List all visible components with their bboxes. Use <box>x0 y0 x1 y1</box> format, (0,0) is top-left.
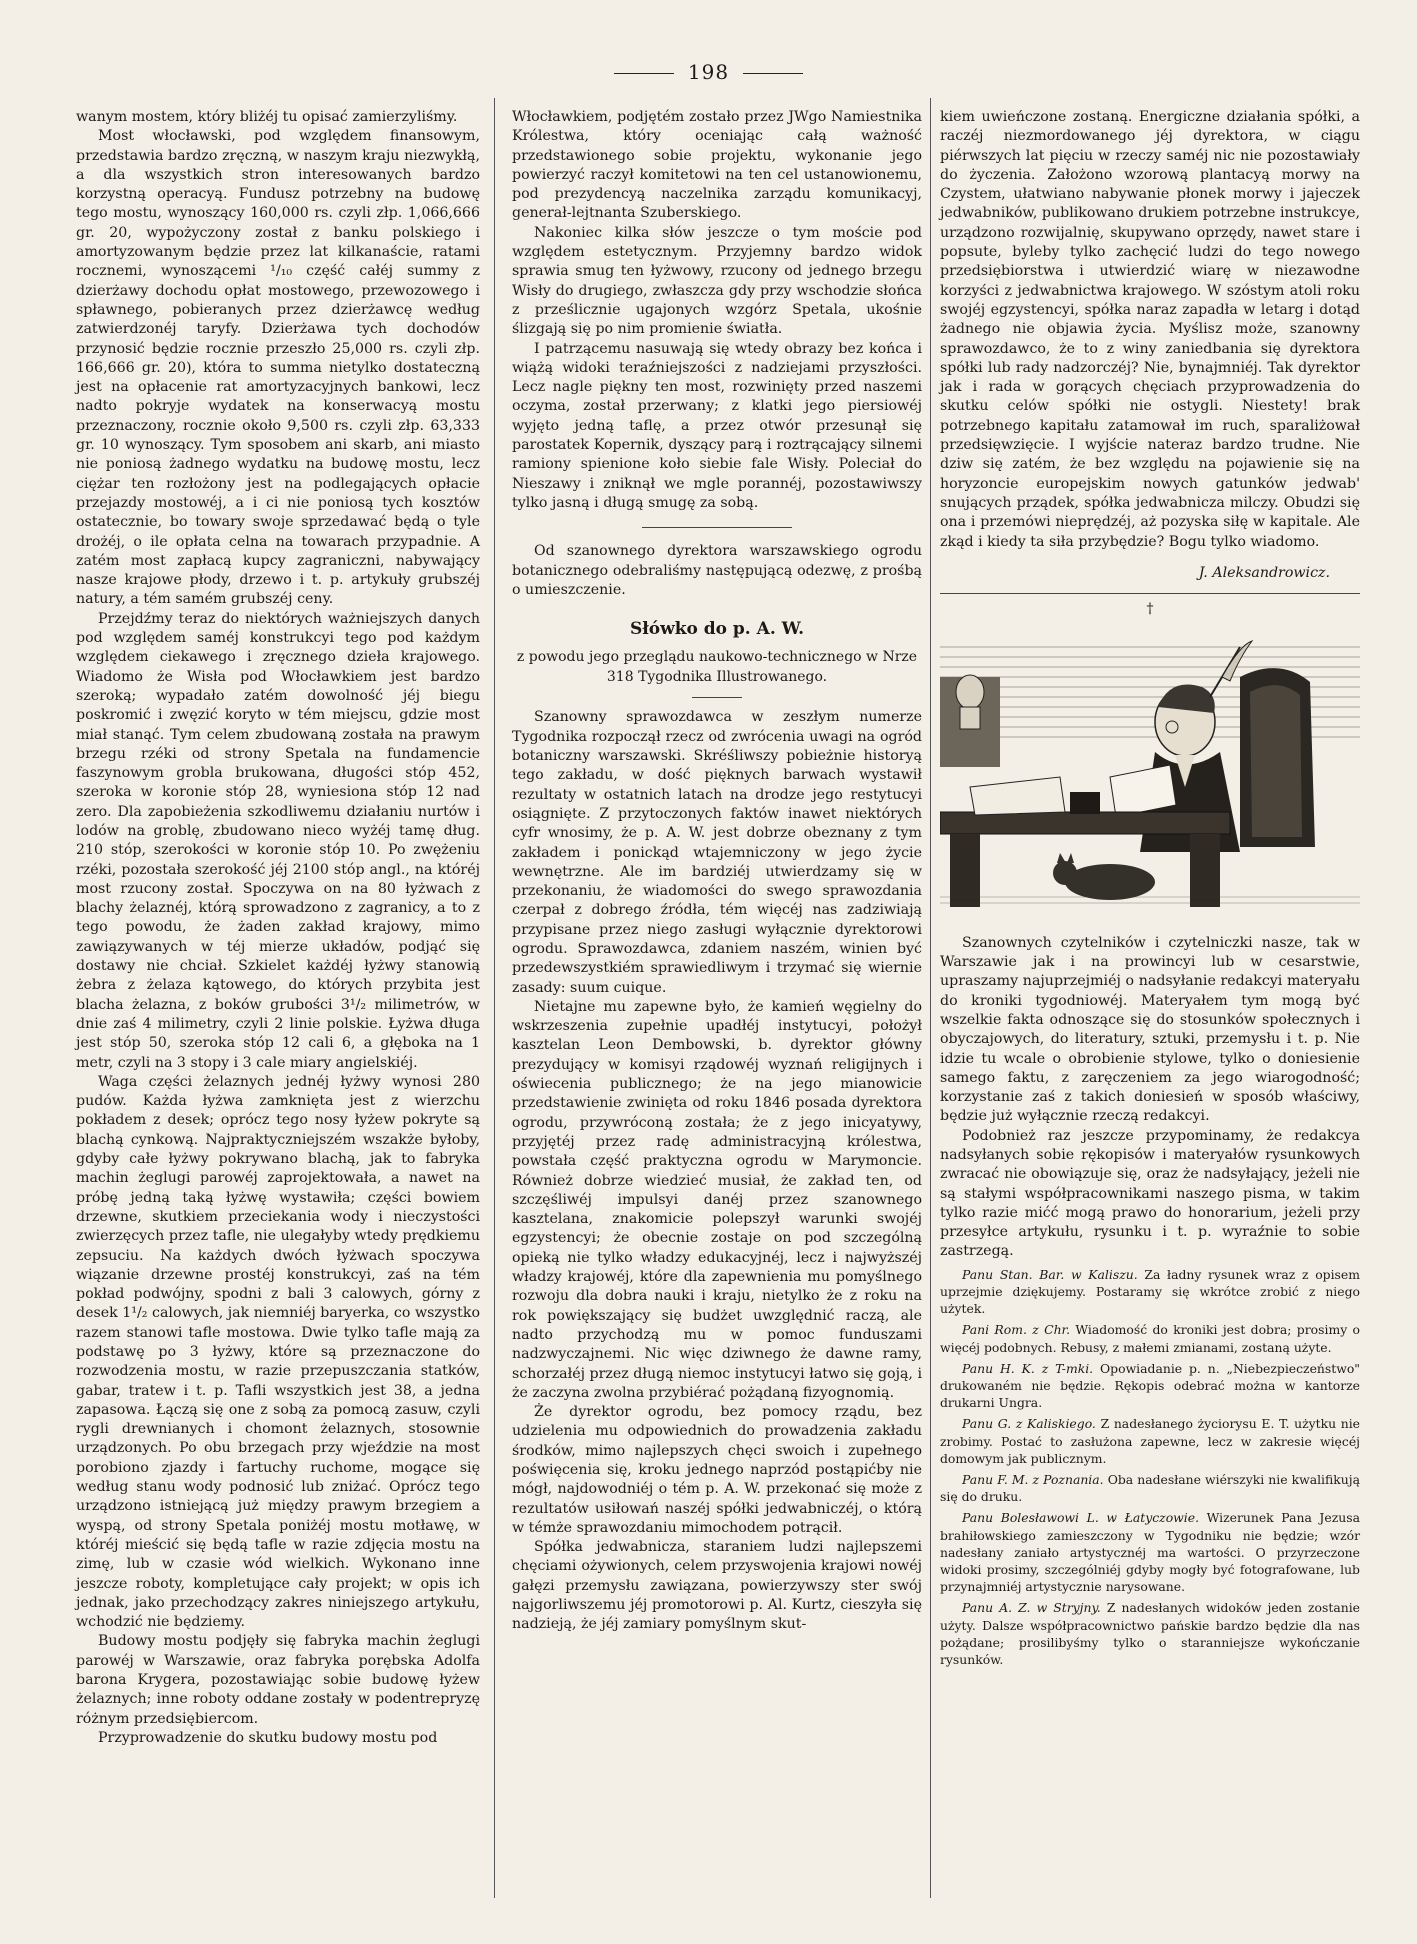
page-number: 198 <box>687 60 730 84</box>
note <box>940 1266 1360 1318</box>
page-folio <box>0 60 1417 84</box>
note-text: Wiadomość do kroniki jest dobra; prosimy o więcéj podobnych. Rebusy, z małemi zmianami, zostaną użyte. <box>940 1322 1360 1355</box>
paragraph: kiem uwieńczone zostaną. Energiczne działania spółki, a raczéj niezmordowanego jéj dyrektora, w ciągu piérwszych lat pięciu w rzeczy saméj nic nie pozostawiały do życzenia. Założono wzorową plantacyą morwy na Czystem, ułatwiano nabywanie płonek morwy i jajeczek jedwabników, publikowano drukiem potrzebne instrukcye, urządzono rozwijalnię, skupywano oprzędy, nawet stare i popsute, byleby tylko zachęcić ludzi do tego nowego przedsiębiorstwa i utwierdzić wiarę w niezawodne korzyści z jedwabnictwa krajowego. W szóstym atoli roku swojéj egzystencyi, spółka naraz zapadła w letarg i dotąd żadnego nie objawia życia. Myślisz może, szanowny sprawozdawco, że to z winy zaniedbania się dyrektora spółki lub rady nadzorczéj? Nie, bynajmniéj. Tak dyrektor jak i rada w gorących chęciach przyprowadzenia do skutku celów spółki nie ostygli. Niestety! brak potrzebnego kapitału zatamował im ruch, sparaliżował przedsięwzięcie. I wyjście nateraz bardzo trudne. Nie dziw się zatém, że bez względu na pojawienie się na horyzoncie europejskim nowych gatunków jedwab' snujących prządek, spółka jedwabnicza milczy. Obudzi się ona i przemówi nieprędzéj, aż pozyska siłę w kapitale. Ale zkąd i kiedy ta siła przybędzie? Bogu tylko wiadomo. <box>940 109 1360 550</box>
note-addressee: Panu Stan. Bar. w Kaliszu. <box>962 1266 1138 1282</box>
paragraph: Most włocławski, pod względem finansowym, przedstawia bardzo zręczną, w naszym kraju niezwykłą, a dla wszystkich stron interesowanych bardzo korzystną operacyą. Fundusz potrzebny na budowę tego mostu, wynoszący 160,000 rs. czyli złp. 1,066,666 gr. 20, wypożyczony został z banku polskiego i amortyzowanym będzie przez lat kilkanaście, ratami rocznemi, wynoszącemi ¹/₁₀ część całéj summy z dzierżawy dochodu opłat mostowego, przewozowego i spławnego, pobieranych przez dzierżawcę według zatwierdzonéj taryfy. Dzierżawa tych dochodów przynosić będzie rocznie przeszło 25,000 rs. czyli złp. 166,666 gr. 20), która to summa nietylko dostateczną jest na opłacenie rat amortyzacyjnych bankowi, lecz nadto pokryje wydatek na konserwacyą mostu przeznaczony, rocznie około 9,500 rs. czyli złp. 63,333 gr. 10 wynoszący. Tym sposobem ani skarb, ani miasto nie poniosą żadnego wydatku na budowę mostu, lecz ciężar ten rozłożony jest na podlegających opłacie przejazdy mostowéj, a i ci nie poniosą tych kosztów ostatecznie, bo towary swoje sprzedawać będą o tyle drożéj, o ile opłata celna na towarach przypadnie. A zatém most zapłacą kupcy zagraniczni, nabywający nasze krajowe płody, drzewo i t. p. artykuły grubszéj natury, a tém samém grubszéj ceny. <box>76 128 480 608</box>
paragraph: Waga części żelaznych jednéj łyżwy wynosi 280 pudów. Każda łyżwa zamknięta jest z wierzchu pokładem z desek; oprócz tego nosy łyżew pokryte są blachą cynkową. Najpraktyczniejszém wszakże byłoby, gdyby całe łyżwy pokrywano blachą, jak to fabryka machin żeglugi parowéj zaprojektowała, a nawet na próbę jedną taką łyżwę wystawiła; części bowiem drzewne, skutkiem przeciekania wody i nieczystości zwierzęcych przez tafle, nie ulegałyby wtedy prędkiemu zepsuciu. Na każdych dwóch łyżwach spoczywa wiązanie drzewne prostéj konstrukcyi, zaś na tém pokład podwójny, spodni z bali 3 calowych, górny z desek 1¹/₂ calowych, jak niemniéj baryerka, co wszystko razem stanowi tafle mostowa. Dwie tylko tafle mają za podstawę po 3 łyżwy, które są przeznaczone do rozwodzenia mostu, w razie przepuszczania statków, gabar, tratew i t. p. Tafli wszystkich jest 38, a jedna zapasowa. Łączą się one z sobą za pomocą zasuw, czyli rygli drewnianych i chomont żelaznych, stosownie urządzonych. Po obu brzegach przy wjeździe na most porobiono zjazdy i fartuchy ruchome, mogące się według stanu wody podnosić lub zniżać. Oprócz tego urządzono istniejącą już między prawym brzegiem a wyspą, od strony Spetala poniżéj mostu motławę, w któréj mieścić się będą tafle w razie zdjęcia mostu na zimę, lub w czasie wód wielkich. Wykonano inne jeszcze roboty, kompletujące cały projekt; w opis ich jednak, jako przechodzący zakres niniejszego artykułu, wchodzić nie będziemy. <box>76 1073 480 1631</box>
column-1 <box>76 108 480 1898</box>
article-title: Słówko do p. A. W. <box>629 619 805 640</box>
note-text: Za ładny rysunek wraz z opisem uprzejmie dziękujemy. Postaramy się wkrótce zrobić z niego użytek. <box>940 1266 1360 1317</box>
note <box>940 1471 1360 1505</box>
paragraph: Spółka jedwabnicza, staraniem ludzi najlepszemi chęciami ożywionych, celem przyswojenia krajowi nowéj gałęzi przemysłu zawiązana, powierzywszy ster swój najgorliwszemu jéj promotorowi p. Al. Kurtz, cieszyła się nadzieją, że jéj zamiary pomyślnym skut- <box>512 1539 922 1633</box>
note <box>940 1360 1360 1412</box>
note-addressee: Pani Rom. z Chr. <box>962 1322 1071 1338</box>
note-addressee: Panu F. M. z Poznania. <box>962 1472 1104 1487</box>
section-divider <box>940 593 1360 594</box>
note-text: Z nadesłanych widoków jeden zostanie użyty. Dalsze współpracownictwo pańskie bardzo będzie dla nas pożądane; prosilibyśmy tylko o staranniejsze wykończanie rysunków. <box>940 1600 1360 1668</box>
paragraph: Budowy mostu podjęły się fabryka machin żeglugi parowéj w Warszawie, oraz fabryka porębska Adolfa barona Krygera, pozostawiając sobie budowę łyżew żelaznych; inne roboty oddane zostały w podentrepryzę różnym przedsiębiercom. <box>76 1633 480 1727</box>
note <box>940 1599 1360 1668</box>
note-addressee: Panu H. K. z T-mki. <box>962 1360 1094 1376</box>
paragraph: wanym mostem, który bliżéj tu opisać zamierzyliśmy. <box>76 109 458 125</box>
column-3 <box>940 108 1360 1668</box>
folio-rule-left <box>614 73 674 74</box>
editor-intro: Od szanownego dyrektora warszawskiego ogrodu botanicznego odebraliśmy następującą odezwę, z prośbą o umieszczenie. <box>512 543 922 598</box>
editor-at-desk-illustration <box>940 637 1360 907</box>
column-rule <box>494 98 495 1898</box>
article-subtitle: z powodu jego przeglądu naukowo-technicznego w Nrze 318 Tygodnika Illustrowanego. <box>516 649 918 686</box>
section-divider <box>642 527 792 528</box>
note-text: Z nadesłanego życiorysu E. T. użytku nie zrobimy. Postać to zasłużona zapewne, lecz w zakresie więcéj domowym jak publicznym. <box>940 1416 1361 1466</box>
paragraph: Podobnież raz jeszcze przypominamy, że redakcya nadsyłanych sobie rękopisów i materyałów rysunkowych zwracać nie obowiązuje się, oraz że nadsyłający, jeżeli nie są stałymi współpracownikami naszego pisma, w takim tylko razie mićć mogą prawo do honorarium, jeżeli przy przesyłce artykułu, rysunku i t. p. wyraźnie to sobie zastrzegą. <box>940 1127 1360 1260</box>
dagger-mark: † <box>1146 601 1154 618</box>
folio-rule-right <box>743 73 803 74</box>
paragraph: Nakoniec kilka słów jeszcze o tym moście pod względem estetycznym. Przyjemny bardzo widok sprawia smug ten łyżwowy, rzucony od jednego brzegu Wisły do drugiego, zwłaszcza gdy przy wschodzie słońca z prześlicznie ugajonych wzgórz Spetala, ukośnie ślizgają się po nim promienie światła. <box>512 224 922 338</box>
note <box>940 1509 1360 1595</box>
note-text: Wizerunek Pana Jezusa brahiłowskiego zamieszczony w Tygodniku nie będzie; wzór nadesłany zaniało artystycznéj ma wartości. O przyrzeczone widoki prosimy, szczególniéj gdyby mogły być fotografowane, lub przynajmniéj artystycznie narysowane. <box>940 1510 1360 1595</box>
column-2 <box>512 108 922 1635</box>
note-addressee: Panu G. z Kaliskiego. <box>962 1416 1096 1432</box>
note <box>940 1321 1360 1355</box>
note-addressee: Panu A. Z. w Stryjny. <box>962 1600 1101 1616</box>
paragraph: Włocławkiem, podjętém zostało przez JWgo Namiestnika Królestwa, który oceniając całą ważność przedstawionego sobie projektu, wykonanie jego powierzyć raczył komitetowi na ten cel ustanowionemu, pod prezydencyą naczelnika zarządu komunikacyj, generał-lejtnanta Szuberskiego. <box>512 109 922 222</box>
note-text: Opowiadanie p. n. „Niebezpieczeństwo" drukowaném nie będzie. Rękopis odebrać można w kantorze drukarni Ungra. <box>940 1360 1360 1411</box>
short-divider <box>692 697 742 698</box>
paragraph: Że dyrektor ogrodu, bez pomocy rządu, bez udzielenia mu odpowiednich do prowadzenia zakładu środków, mimo najlepszych chęci swoich i zupełnego poświęcenia się, kroku jednego naprzód postąpićby nie mógł, najdowodniéj o tém p. A. W. przekonać się może z rezultatów usiłowań naszéj spółki jedwabniczéj, o którą w témże sprawozdaniu mimochodem potrącił. <box>512 1404 922 1536</box>
note-text: Oba nadesłane wiérszyki nie kwalifikują się do druku. <box>940 1472 1360 1505</box>
paragraph: Nietajne mu zapewne było, że kamień węgielny do wskrzeszenia zupełnie upadłéj instytucyi, położył kasztelan Leon Dembowski, b. dyrektor główny prezydujący w komisyi rządowéj wyznań religijnych i oświecenia publicznego; że na jego mianowicie przedstawienie zwinięta od roku 1846 posada dyrektora ogrodu, przywróconą została; że z jego inicyatywy, przyjętéj przez radę administracyjną królestwa, powstała część praktyczna ogrodu w Marymoncie. Również dobrze wiedzieć musiał, że zakład ten, od szczęśliwéj impulsyi danéj przez szanownego kasztelana, znakomicie polepszył warunki swojéj egzystencyi; że obecnie zostaje on pod szczególną opieką nie tylko władzy edukacyjnéj, lecz i najwyższéj władzy krajowéj, które dla zapewnienia mu pomyślnego rozwoju dla dobra nauki i kraju, nietylko że z roku na rok powiększający się budżet uwzględnić raczą, ale nadto przychodzą mu w pomoc funduszami nadzwyczajnemi. Nic więc dziwnego że dawne ramy, schorzałéj przez długą niemoc instytucyi łatwo się goją, i że zaczyna zwolna przybiérać pożądaną fizyognomią. <box>512 998 922 1401</box>
paragraph: Szanownych czytelników i czytelniczki nasze, tak w Warszawie jak i na prowincyi lub w cesarstwie, upraszamy najuprzejmiéj o nadsyłanie redakcyi materyału do kroniki tygodniowéj. Materyałem tym mogą być wszelkie fakta odnoszące się do stosunków społecznych i obyczajowych, do literatury, sztuki, przemysłu i t. p. Nie idzie tu wcale o obrobienie stylowe, tylko o doniesienie samego faktu, z zaręczeniem za jego wiarogodność; korzystanie zaś z takich doniesień w sposób właściwy, będzie już wyłącznie rzeczą redakcyi. <box>940 934 1360 1125</box>
column-rule <box>930 98 931 1898</box>
paragraph: Szanowny sprawozdawca w zeszłym numerze Tygodnika rozpoczął rzecz od zwrócenia uwagi na ogród botaniczny warszawski. Skréśliwszy pobieżnie historyą tego zakładu, w dość pięknych barwach wystawił rezultaty w ostatnich latach na drodze jego restytucyi osiągnięte. Z przytoczonych faktów inawet niektórych cyfr wnosimy, że p. A. W. jest dobrze obeznany z tym zakładem i ponickąd wtajemniczony w jego życie wewnętrzne. Ale im bardziéj utwierdzamy się w przekonaniu, że wiadomości do swego sprawozdania czerpał z dobrego źródła, tém więcéj nas zadziwiają przypisane przez niego zasługi wyłącznie dyrektorowi ogrodu. Sprawozdawca, zdaniem naszém, winien być przedewszystkiém sprawiedliwym i trzymać się wiernie zasady: suum cuique. <box>512 709 922 996</box>
paragraph: Przejdźmy teraz do niektórych ważniejszych danych pod względem saméj konstrukcyi tego pod każdym względem ciekawego i zręcznego dzieła krajowego. Wiadomo że Wisła pod Włocławkiem jest bardzo szeroką; wypadało zatém dowolność jéj biegu poskromić i zwęzić koryto w tém miejscu, gdzie most miał stanąć. Tym celem zbudowaną została na prawym brzegu rzéki od strony Spetala na fundamencie faszynowym grobla brukowana, długości stóp 452, szeroka w koronie stóp 28, wyniesiona stóp 12 nad zero. Dla zapobieżenia szkodliwemu działaniu nurtów i lodów na groblę, zbudowano nieco wyżéj tamę dług. 210 stóp, szerokości w koronie stóp 10. Po zwężeniu rzéki, pozostała szerokość jéj 2100 stóp angl., na któréj most rzucony został. Spoczywa on na 80 łyżwach z blachy żelaznéj, którą sprowadzono z zagranicy, a to z tego powodu, że żaden zakład krajowy, mimo zawiązywanych w téj mierze układów, podjąć się dostawy nie chciał. Szkielet każdéj łyżwy stanowią żebra z żelaza kątowego, do których przybita jest blacha żelazna, z boków grubości 3¹/₂ milimetrów, w dnie zaś 4 milimetry, czyli 2 linie polskie. Łyżwa długa jest stóp 50, szeroka stóp 12 cali 6, a głęboka na 1 metr, czyli na 3 stopy i 3 cale miary angielskiéj. <box>76 610 480 1071</box>
note-addressee: Panu Bolesławowi L. w Łatyczowie. <box>962 1510 1200 1526</box>
note <box>940 1415 1360 1467</box>
correspondence-notes <box>940 1266 1360 1668</box>
paragraph: Przyprowadzenie do skutku budowy mostu pod <box>98 1729 438 1746</box>
signature: J. Aleksandrowicz. <box>1198 564 1330 581</box>
paragraph: I patrzącemu nasuwają się wtedy obrazy bez końca i wiążą widoki teraźniejszości z nadziejami przyszłości. Lecz nagle piękny ten most, rozwinięty przed naszemi oczyma, został przerwany; z klatki jego piersiowéj wyjęto jedną taflę, a przez otwór przesunął się parostatek Kopernik, dyszący parą i roztrącający silnemi ramiony spienione koło siebie fale Wisły. Poleciał do Nieszawy i zniknął we mgle porannéj, pozostawiwszy tylko jasną i długą smugę za sobą. <box>512 340 922 511</box>
